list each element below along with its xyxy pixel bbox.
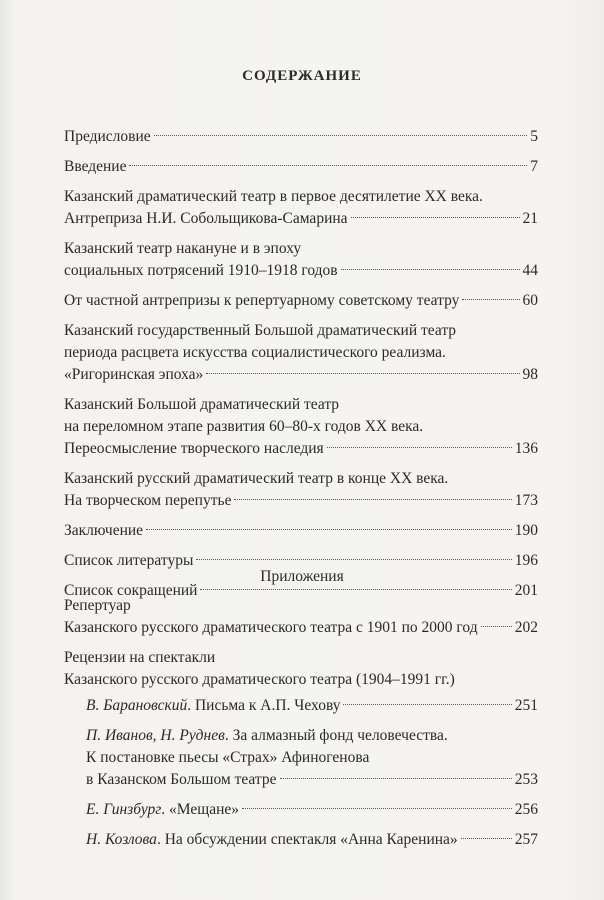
toc-entry-chapter-5 bbox=[64, 394, 538, 460]
dot-leader bbox=[200, 589, 511, 590]
toc-page-number: 60 bbox=[522, 292, 538, 309]
toc-entry-line: Казанский государственный Большой драматический театр bbox=[64, 322, 457, 339]
toc-entry-review-1 bbox=[64, 695, 538, 717]
toc-page-number: 98 bbox=[522, 366, 538, 383]
toc-page-number: 196 bbox=[514, 552, 538, 569]
review-title: За алмазный фонд человечества. bbox=[232, 727, 448, 744]
toc-entry-line: Казанский драматический театр в первое десятилетие XX века. bbox=[64, 188, 483, 205]
toc-page-number: 44 bbox=[522, 262, 538, 279]
toc-entry-text: В. Барановский. Письма к А.П. Чехову bbox=[86, 697, 341, 714]
toc-page-number: 7 bbox=[530, 158, 538, 175]
dot-leader bbox=[206, 373, 519, 374]
toc-entry-text: «Ригоринская эпоха» bbox=[64, 366, 204, 383]
toc-entry-line: периода расцвета искусства социалистического реализма. bbox=[64, 344, 446, 361]
toc-entry-introduction bbox=[64, 156, 538, 178]
review-author: П. Иванов, Н. Руднев bbox=[86, 727, 225, 744]
toc-entry-text: Введение bbox=[64, 158, 127, 175]
toc-entry-review-4 bbox=[64, 829, 538, 851]
toc-entry-repertoire bbox=[64, 595, 538, 639]
dot-leader bbox=[461, 838, 512, 839]
review-author: В. Барановский bbox=[86, 697, 188, 714]
toc-page-number: 5 bbox=[530, 128, 538, 145]
toc-entry-line: Казанский Большой драматический театр bbox=[64, 396, 340, 413]
toc-group-reviews bbox=[64, 647, 538, 691]
toc-page-number: 202 bbox=[514, 619, 538, 636]
dot-leader bbox=[146, 529, 512, 530]
toc-entry-line: П. Иванов, Н. Руднев. За алмазный фонд человечества. bbox=[86, 727, 448, 744]
dot-leader bbox=[462, 299, 519, 300]
toc-entry-text: Антреприза Н.И. Собольщикова-Самарина bbox=[64, 210, 348, 227]
dot-leader bbox=[341, 269, 520, 270]
toc-entry-line: Казанский театр накануне и в эпоху bbox=[64, 240, 302, 257]
dot-leader bbox=[154, 135, 528, 136]
review-author: Н. Козлова bbox=[86, 831, 157, 848]
toc-page-number: 190 bbox=[514, 522, 538, 539]
dot-leader bbox=[351, 217, 520, 218]
toc-entry-conclusion bbox=[64, 520, 538, 542]
dot-leader bbox=[280, 778, 512, 779]
page-title: СОДЕРЖАНИЕ bbox=[242, 68, 362, 84]
toc-entry-review-2 bbox=[64, 725, 538, 791]
review-author: Е. Гинзбург bbox=[86, 801, 162, 818]
dot-leader bbox=[481, 626, 512, 627]
toc-entry-text: Е. Гинзбург. «Мещане» bbox=[86, 801, 239, 818]
toc-page-number: 253 bbox=[514, 771, 538, 788]
toc-entry-line: Казанский русский драматический театр в конце XX века. bbox=[64, 470, 449, 487]
toc-entry-chapter-2 bbox=[64, 238, 538, 282]
toc-page-number: 136 bbox=[514, 440, 538, 457]
toc-entry-chapter-3 bbox=[64, 290, 538, 312]
toc-entry-text: Список сокращений bbox=[64, 582, 198, 599]
review-title: «Мещане» bbox=[169, 801, 239, 818]
toc-entry-text: социальных потрясений 1910–1918 годов bbox=[64, 262, 338, 279]
toc-entry-chapter-6 bbox=[64, 468, 538, 512]
dot-leader bbox=[327, 447, 512, 448]
toc-entry-text: Предисловие bbox=[64, 128, 151, 145]
toc-entry-line: К постановке пьесы «Страх» Афиногенова bbox=[86, 749, 370, 766]
appendix-contents bbox=[64, 595, 538, 859]
toc-entry-text: Переосмысление творческого наследия bbox=[64, 440, 324, 457]
toc-entry-chapter-4 bbox=[64, 320, 538, 386]
toc-entry-text: Заключение bbox=[64, 522, 144, 539]
dot-leader bbox=[196, 559, 511, 560]
dot-leader bbox=[343, 704, 511, 705]
toc-entry-line: на переломном этапе развития 60–80-х годов XX века. bbox=[64, 418, 424, 435]
toc-group-title: Рецензии на спектакли bbox=[64, 649, 216, 666]
dot-leader bbox=[242, 808, 512, 809]
toc-entry-text: Список литературы bbox=[64, 552, 194, 569]
toc-entry-text: От частной антрепризы к репертуарному советскому театру bbox=[64, 292, 460, 309]
toc-entry-text: На творческом перепутье bbox=[64, 492, 232, 509]
toc-page-number: 251 bbox=[514, 697, 538, 714]
review-title: Письма к А.П. Чехову bbox=[194, 697, 341, 714]
toc-page-number: 257 bbox=[514, 831, 538, 848]
toc-entry-chapter-1 bbox=[64, 186, 538, 230]
toc-page-number: 21 bbox=[522, 210, 538, 227]
toc-page-number: 173 bbox=[514, 492, 538, 509]
toc-group-subtitle: Казанского русского драматического театра (1904–1991 гг.) bbox=[64, 671, 455, 688]
dot-leader bbox=[129, 165, 527, 166]
review-title: На обсуждении спектакля «Анна Каренина» bbox=[164, 831, 458, 848]
toc-page-number: 256 bbox=[514, 801, 538, 818]
toc-entry-review-3 bbox=[64, 799, 538, 821]
toc-entry-text: Казанского русского драматического театра с 1901 по 2000 год bbox=[64, 619, 478, 636]
dot-leader bbox=[234, 499, 511, 500]
toc-entry-preface bbox=[64, 126, 538, 148]
toc-entry-text: Н. Козлова. На обсуждении спектакля «Анна Каренина» bbox=[86, 831, 458, 848]
appendix-heading: Приложения bbox=[260, 568, 344, 585]
toc-page-number: 201 bbox=[514, 582, 538, 599]
toc-entry-text: в Казанском Большом театре bbox=[86, 771, 277, 788]
table-of-contents bbox=[64, 126, 538, 610]
toc-group-title: Репертуар bbox=[64, 597, 131, 614]
